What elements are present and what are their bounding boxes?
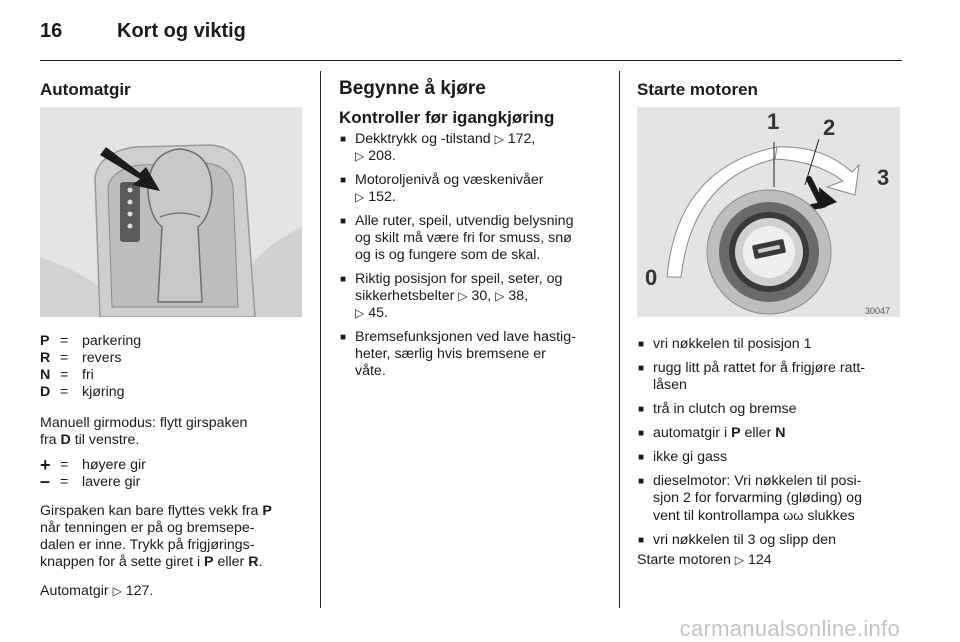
page-ref-icon: ▷: [355, 149, 365, 163]
definition-equals: =: [60, 350, 69, 366]
list-item: ■ rugg litt på rattet for å frigjøre ratt- låsen: [637, 360, 902, 394]
minus-icon: –: [40, 471, 51, 491]
glow-plug-icon: ωω: [783, 508, 804, 523]
manual-mode-text: [40, 415, 247, 449]
shift-row-up: [40, 457, 146, 474]
definition-key: D: [40, 384, 51, 400]
start-steps: [637, 336, 902, 549]
list-item: ■ trå in clutch og bremse: [637, 401, 902, 418]
position-3-label: 3: [877, 165, 890, 190]
ignition-illustration: [637, 107, 900, 317]
shift-row-down: [40, 471, 146, 491]
definition-value: kjøring: [82, 384, 125, 400]
page-ref-icon: ▷: [112, 584, 122, 598]
definition-value: fri: [82, 367, 94, 383]
manual-line-1: Manuell girmodus: flytt girspaken: [40, 415, 248, 431]
position-1-label: 1: [767, 109, 780, 134]
list-item: ■ dieselmotor: Vri nøkkelen til posi- sjon 2 for forvarming (gløding) og vent til kontrollampa ωω slukkes: [637, 473, 902, 525]
definition-equals: =: [60, 474, 69, 490]
list-item: ■ automatgir i P eller N: [637, 425, 902, 442]
manual-line-2: fra D til venstre.: [40, 432, 140, 448]
definition-equals: =: [60, 457, 69, 473]
page-number: 16: [40, 20, 63, 42]
release-button-paragraph: Girspaken kan bare flyttes vekk fra P når tenningen er på og bremsepe- dalen er inne. Trykk på frigjørings- knappen for å sette giret i P eller R.: [40, 503, 272, 570]
definition-row: [40, 367, 141, 384]
reference-text: Automatgir: [40, 583, 109, 599]
reference-page: 124: [747, 552, 772, 568]
subheading-kontroller: Kontroller før igangkjøring: [339, 108, 555, 127]
reference-text: Starte motoren: [637, 552, 731, 568]
definition-key: N: [40, 367, 51, 383]
page-ref-icon: ▷: [734, 553, 745, 567]
reference-page: 127.: [125, 583, 154, 599]
definition-key: P: [40, 333, 50, 349]
column-divider-1: [320, 71, 321, 608]
page-ref-icon: ▷: [494, 132, 504, 146]
checklist: [339, 131, 614, 380]
figure-code: 30047: [865, 306, 891, 316]
starte-motoren-reference[interactable]: [637, 552, 772, 569]
definition-equals: =: [60, 384, 69, 400]
page-ref-icon: ▷: [355, 190, 365, 204]
list-item: ■ Alle ruter, speil, utvendig belysning og skilt må være fri for smuss, snø og is og fungere som de skal.: [339, 213, 614, 264]
page-ref-icon: ▷: [458, 289, 468, 303]
list-item: ■ Motoroljenivå og væskenivåer ▷ 152.: [339, 172, 614, 206]
section-heading-automatgir: Automatgir: [40, 80, 131, 99]
list-item: ■ Dekktrykk og -tilstand ▷ 172, ▷ 208.: [339, 131, 614, 165]
gear-definitions: [40, 333, 141, 401]
watermark: carmanualsonline.info: [679, 616, 900, 641]
definition-key: R: [40, 350, 51, 366]
list-item: ■ Bremsefunksjonen ved lave hastig- heter, særlig hvis bremsene er våte.: [339, 329, 614, 380]
page-title: Kort og viktig: [117, 20, 246, 42]
definition-value: parkering: [82, 333, 142, 349]
list-item: ■ vri nøkkelen til posisjon 1: [637, 336, 902, 353]
section-heading-begynne: Begynne å kjøre: [339, 78, 486, 99]
section-heading-starte: Starte motoren: [637, 80, 758, 99]
definition-value: revers: [82, 350, 122, 366]
definition-equals: =: [60, 367, 69, 383]
list-item: ■ ikke gi gass: [637, 449, 902, 466]
plus-icon: +: [40, 455, 51, 475]
definition-row: [40, 350, 141, 367]
header-divider: [40, 60, 902, 61]
definition-value: lavere gir: [82, 474, 141, 490]
position-0-label: 0: [645, 265, 658, 290]
definition-equals: =: [60, 333, 69, 349]
list-item: ■ Riktig posisjon for speil, seter, og sikkerhetsbelter ▷ 30, ▷ 38, ▷ 45.: [339, 271, 614, 322]
definition-row: [40, 384, 141, 401]
page-ref-icon: ▷: [355, 306, 365, 320]
list-item: ■ vri nøkkelen til 3 og slipp den: [637, 532, 902, 549]
column-divider-2: [619, 71, 620, 608]
position-2-label: 2: [823, 115, 836, 140]
automatgir-reference[interactable]: [40, 583, 153, 600]
page-ref-icon: ▷: [495, 289, 505, 303]
definition-row: [40, 333, 141, 350]
definition-value: høyere gir: [82, 457, 146, 473]
shift-definitions: [40, 457, 146, 491]
gear-lever-illustration: [40, 107, 302, 317]
